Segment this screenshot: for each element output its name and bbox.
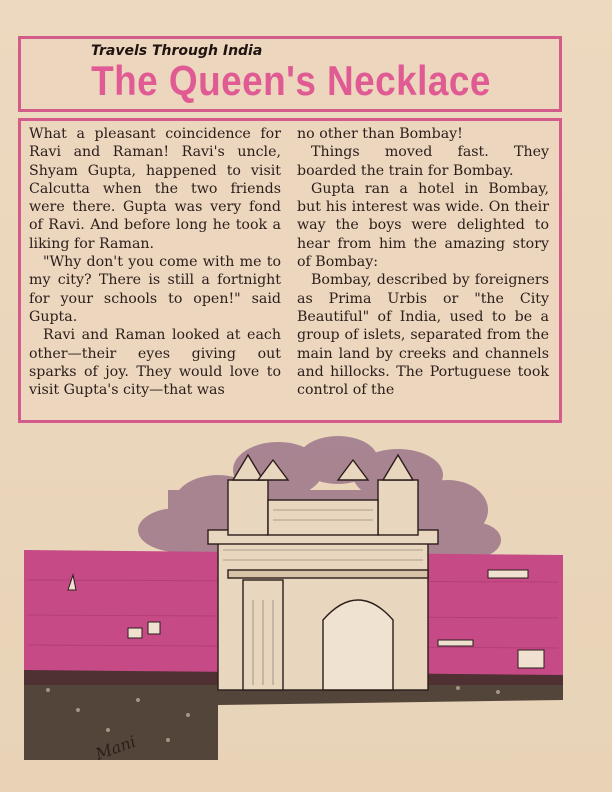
right-column	[297, 125, 549, 399]
gateway-of-india-illustration	[18, 430, 578, 770]
paragraph: Things moved fast. They boarded the train for Bombay.	[297, 144, 549, 179]
page-title: The Queen's Necklace	[91, 57, 491, 104]
left-column	[29, 125, 281, 399]
paragraph: What a pleasant coincidence for Ravi and Raman! Ravi's uncle, Shyam Gupta, happened to visit Calcutta when the two friends were there. Gupta was very fond of Ravi. And before long he took a liking for Raman.	[29, 126, 281, 252]
header-box	[18, 36, 562, 112]
artist-signature: Mani	[92, 731, 139, 764]
paragraph: Gupta ran a hotel in Bombay, but his interest was wide. On their way the boys were delighted to hear from him the amazing story of Bombay:	[297, 180, 549, 271]
paragraph: Ravi and Raman looked at each other—their eyes giving out sparks of joy. They would love to visit Gupta's city—that was	[29, 327, 281, 399]
paragraph: "Why don't you come with me to my city? There is still a fortnight for your schools to open!" said Gupta.	[29, 254, 281, 325]
paragraph: Bombay, described by foreigners as Prima Urbis or "the City Beautiful" of India, used to be a group of islets, separated from the main land by creeks and channels and hillocks. The Portuguese took control of the	[297, 272, 549, 399]
paragraph: no other than Bombay!	[297, 126, 463, 142]
article-box	[18, 118, 562, 423]
series-title: Travels Through India	[91, 43, 263, 59]
